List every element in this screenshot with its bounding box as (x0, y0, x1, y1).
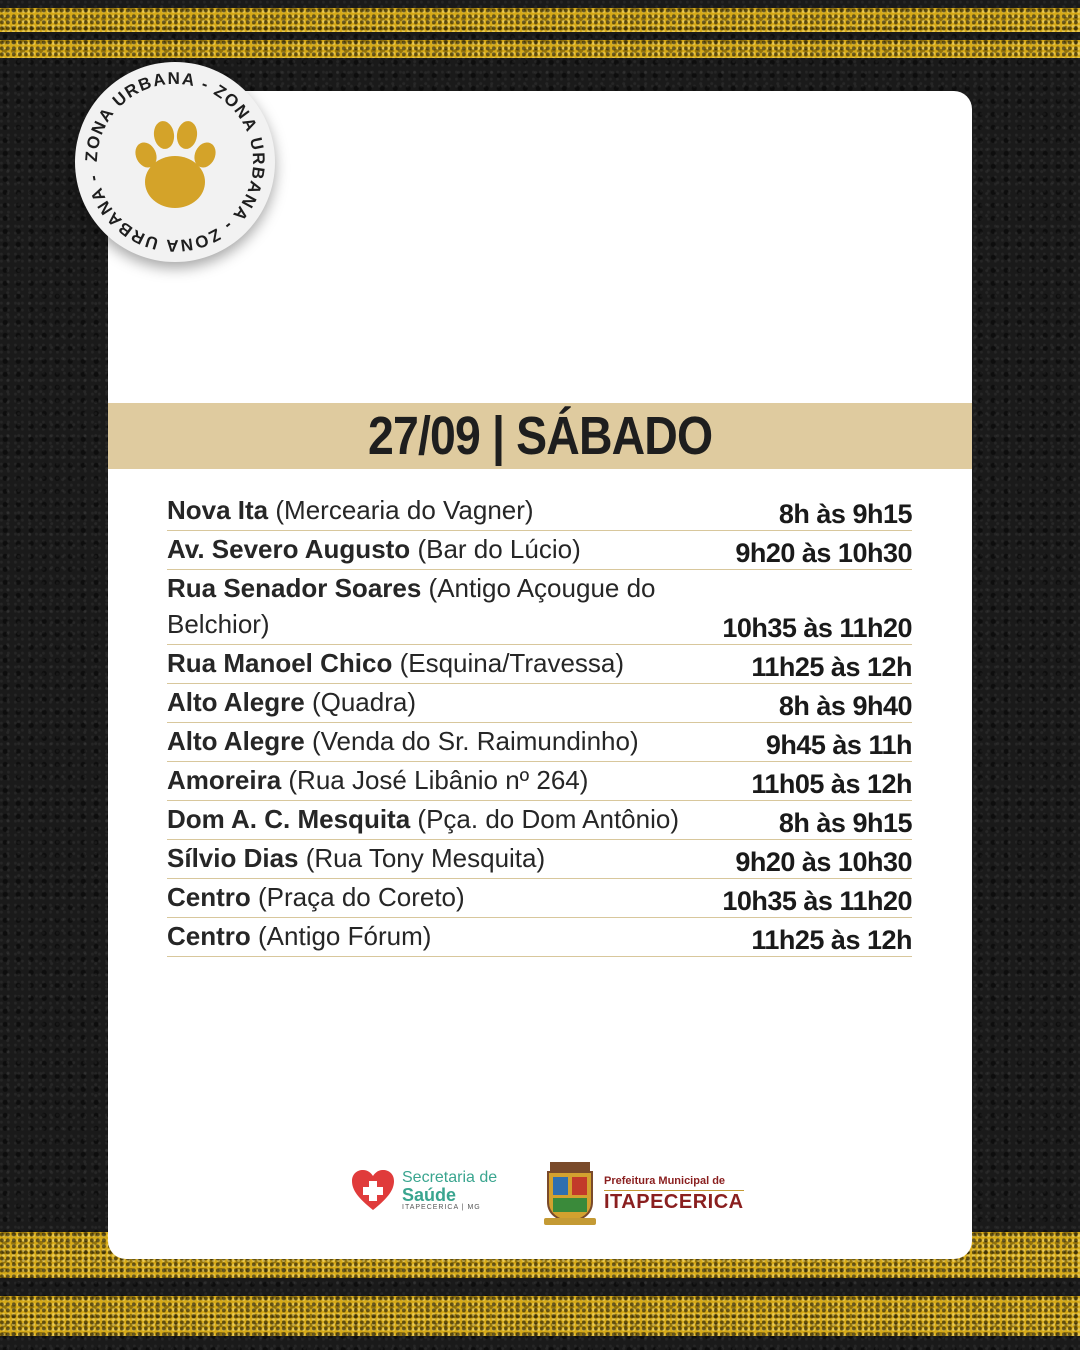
schedule-time: 11h25 às 12h (751, 652, 912, 682)
schedule-location (167, 762, 588, 798)
location-name: Rua Manoel Chico (167, 648, 393, 678)
location-name: Nova Ita (167, 495, 269, 525)
schedule-location (167, 645, 624, 681)
schedule-location (167, 801, 679, 837)
location-detail: (Pça. do Dom Antônio) (417, 804, 679, 834)
saude-line1: Secretaria de (402, 1168, 498, 1186)
schedule-location (167, 570, 712, 642)
schedule-location (167, 918, 431, 954)
location-detail: (Rua Tony Mesquita) (305, 843, 546, 873)
schedule-time: 8h às 9h15 (778, 499, 912, 529)
date-title: 27/09 | SÁBADO (367, 406, 713, 466)
date-band (108, 403, 972, 469)
location-name: Rua Senador Soares (167, 573, 422, 603)
schedule-time: 11h25 às 12h (751, 925, 912, 955)
schedule-row (167, 570, 912, 645)
paw-icon (131, 120, 219, 208)
location-detail: (Antigo Açougue do Belchior) (167, 573, 656, 639)
location-detail: (Bar do Lúcio) (417, 534, 581, 564)
location-name: Dom A. C. Mesquita (167, 804, 411, 834)
location-detail: (Praça do Coreto) (258, 882, 465, 912)
location-detail: (Rua José Libânio nº 264) (288, 765, 589, 795)
prefeitura-line1: Prefeitura Municipal de (604, 1175, 744, 1191)
schedule-time: 9h45 às 11h (765, 730, 912, 760)
schedule-location (167, 723, 639, 759)
road-stripe-bottom (0, 1296, 1080, 1336)
schedule-row (167, 801, 912, 840)
schedule-location (167, 531, 581, 567)
schedule-row (167, 879, 912, 918)
saude-line3: ITAPECERICA | MG (402, 1203, 481, 1211)
location-name: Amoreira (167, 765, 282, 795)
location-detail: (Antigo Fórum) (258, 921, 432, 951)
schedule-time: 8h às 9h15 (778, 808, 912, 838)
schedule-row (167, 918, 912, 957)
location-detail: (Venda do Sr. Raimundinho) (311, 726, 639, 756)
location-name: Av. Severo Augusto (167, 534, 411, 564)
location-name: Alto Alegre (167, 726, 305, 756)
schedule-row (167, 492, 912, 531)
schedule-location (167, 840, 545, 876)
location-detail: (Mercearia do Vagner) (275, 495, 534, 525)
schedule-time: 11h05 às 12h (751, 769, 912, 799)
schedule-time: 9h20 às 10h30 (735, 847, 912, 877)
saude-line2: Saúde (402, 1184, 457, 1205)
schedule-row (167, 840, 912, 879)
heart-cross-icon (350, 1168, 396, 1212)
schedule-row (167, 684, 912, 723)
schedule-list (167, 492, 912, 957)
schedule-location (167, 879, 465, 915)
schedule-row (167, 723, 912, 762)
badge-ring-text: ZONA URBANA - ZONA URBANA - ZONA URBANA - (81, 68, 269, 256)
location-detail: (Quadra) (311, 687, 416, 717)
location-name: Alto Alegre (167, 687, 305, 717)
city-crest-icon (542, 1162, 598, 1226)
location-name: Centro (167, 882, 251, 912)
schedule-row (167, 762, 912, 801)
schedule-location (167, 684, 416, 720)
secretaria-saude-logo (350, 1168, 497, 1212)
location-detail: (Esquina/Travessa) (399, 648, 625, 678)
location-name: Centro (167, 921, 251, 951)
schedule-time: 10h35 às 11h20 (722, 886, 912, 916)
schedule-time: 8h às 9h40 (778, 691, 912, 721)
road-stripe-top (0, 8, 1080, 32)
schedule-time: 10h35 às 11h20 (722, 613, 912, 643)
zona-urbana-badge (75, 62, 275, 262)
schedule-row (167, 531, 912, 570)
schedule-row (167, 645, 912, 684)
location-name: Sílvio Dias (167, 843, 299, 873)
prefeitura-line2: ITAPECERICA (604, 1190, 744, 1213)
footer-logos (350, 1162, 750, 1232)
prefeitura-logo (542, 1162, 744, 1226)
schedule-time: 9h20 às 10h30 (735, 538, 912, 568)
road-stripe-top-inner (0, 40, 1080, 58)
schedule-location (167, 492, 534, 528)
